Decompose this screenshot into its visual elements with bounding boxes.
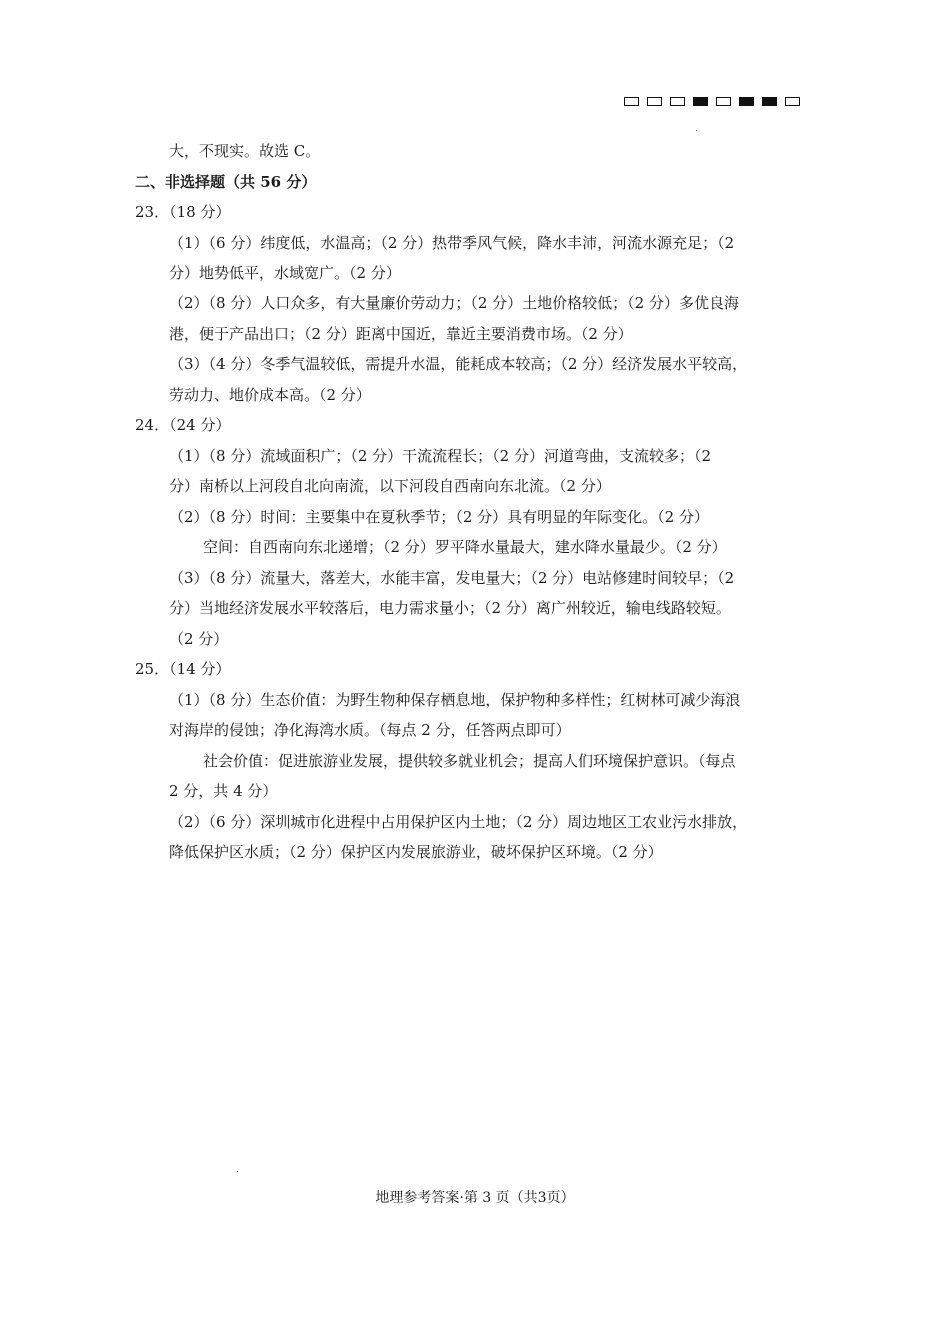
text-line: 大，不现实。故选 C。 [169,142,321,160]
text-line: （1）（8 分）生态价值：为野生物种保存栖息地，保护物种多样性；红树林可减少海浪 [169,691,741,709]
section-heading: 二、非选择题（共 56 分） [135,173,317,191]
text-line: （1）（6 分）纬度低，水温高；（2 分）热带季风气候，降水丰沛，河流水源充足；（2 [169,234,735,252]
text-line: （2）（8 分）时间：主要集中在夏秋季节；（2 分）具有明显的年际变化。（2 分） [169,508,709,526]
text-line: 降低保护区水质；（2 分）保护区内发展旅游业，破坏保护区环境。（2 分） [169,843,663,861]
mark-box [647,97,662,106]
text-line: 劳动力、地价成本高。（2 分） [169,386,371,404]
question-number: 24．（24 分） [135,416,231,434]
mark-box [670,97,685,106]
speck [237,1171,238,1172]
mark-box [785,97,800,106]
text-line: 港，便于产品出口；（2 分）距离中国近，靠近主要消费市场。（2 分） [169,325,633,343]
text-line: （1）（8 分）流域面积广；（2 分）干流流程长；（2 分）河道弯曲，支流较多；（2 [169,447,712,465]
text-line: （2）（8 分）人口众多，有大量廉价劳动力；（2 分）土地价格较低；（2 分）多优良海 [169,294,739,312]
text-line: 分）南桥以上河段自北向南流，以下河段自西南向东北流。（2 分） [169,477,611,495]
text-line: 2 分，共 4 分） [169,782,278,800]
text-line: 空间：自西南向东北递增；（2 分）罗平降水量最大，建水降水量最少。（2 分） [203,538,727,556]
text-line: 对海岸的侵蚀；净化海湾水质。（每点 2 分，任答两点即可） [169,721,571,739]
text-line: 分）地势低平，水域宽广。（2 分） [169,264,401,282]
text-line: 社会价值：促进旅游业发展，提供较多就业机会；提高人们环境保护意识。（每点 [203,752,736,770]
page-footer: 地理参考答案·第 3 页（共3页） [375,1190,575,1206]
text-line: （3）（4 分）冬季气温较低，需提升水温，能耗成本较高；（2 分）经济发展水平较高， [169,355,748,373]
mark-box-filled [762,97,777,106]
question-number: 25．（14 分） [135,660,231,678]
mark-box-filled [739,97,754,106]
mark-box-filled [693,97,708,106]
text-line: 分）当地经济发展水平较落后，电力需求量小；（2 分）离广州较近，输电线路较短。 [169,599,731,617]
text-line: （2 分） [169,630,229,648]
speck [696,130,697,131]
text-line: （3）（8 分）流量大，落差大，水能丰富，发电量大；（2 分）电站修建时间较早；（2 [169,569,735,587]
text-line: （2）（6 分）深圳城市化进程中占用保护区内土地；（2 分）周边地区工农业污水排放， [169,813,748,831]
mark-box [716,97,731,106]
mark-box [624,97,639,106]
page-marks [624,97,800,106]
question-number: 23．（18 分） [135,203,231,221]
